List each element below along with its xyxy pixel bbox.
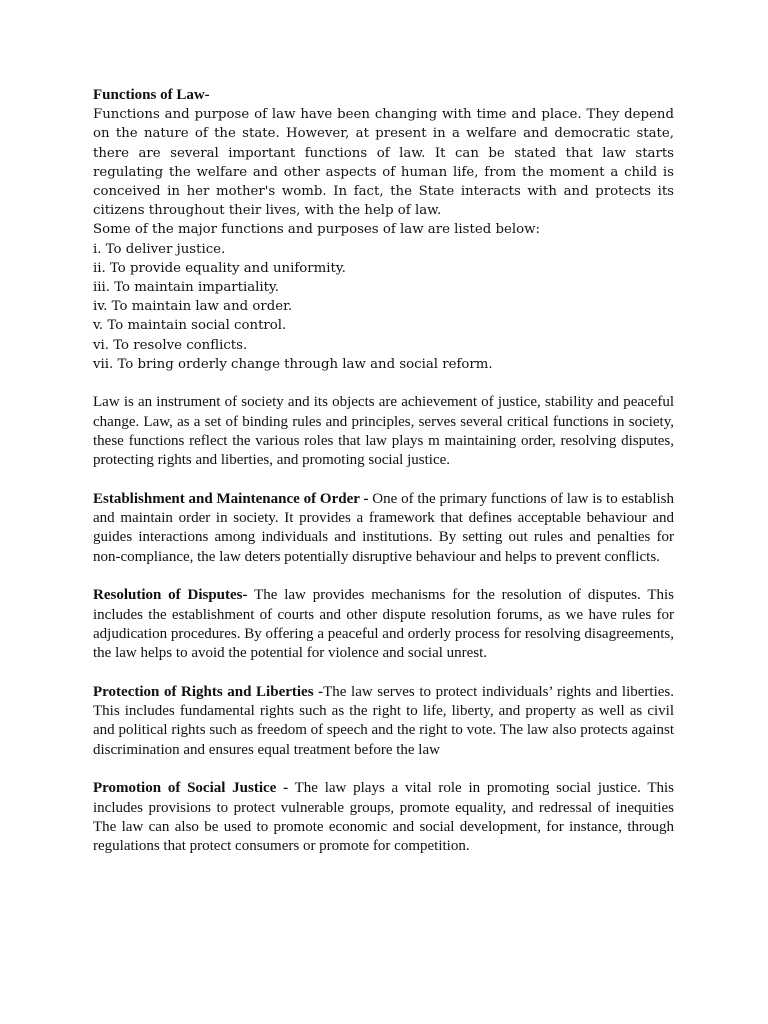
list-item: vii. To bring orderly change through law and social reform. [93,356,493,372]
paragraph-spacer [93,567,674,586]
paragraph-spacer [93,471,674,490]
intro-section [93,86,674,374]
list-item: v. To maintain social control. [93,318,287,334]
document-page [93,86,674,856]
paragraph-spacer [93,374,674,393]
paragraph-spacer [93,664,674,683]
section-body: The law serves to protect individuals’ rights and liberties. This includes fundamental rights such as the right to life, liberty, and property as well as civil and political rights such as freedom of speech and the right to vote. The law also protects against discrimination and ensures equal treatment before the law [93,683,675,758]
section-heading: Establishment and Maintenance of Order - [93,490,369,507]
list-item: iv. To maintain law and order. [93,299,293,315]
section-social-justice [93,779,674,856]
section-heading: Promotion of Social Justice - [93,780,289,797]
list-item: iii. To maintain impartiality. [93,280,279,296]
document-title: Functions of Law- [93,87,210,103]
list-item: ii. To provide equality and uniformity. [93,260,346,276]
list-item: vi. To resolve conflicts. [93,337,248,353]
section-rights [93,683,674,760]
list-item: i. To deliver justice. [93,241,226,257]
intro-paragraph: Functions and purpose of law have been changing with time and place. They depend on the nature of the state. However, at present in a welfare and democratic state, there are several important functions of law. It can be stated that law starts regulating the welfare and other aspects of human life, from the moment a child is conceived in her mother's womb. In fact, the State interacts with and protects its citizens throughout their lives, with the help of law. [93,107,674,219]
section-body: One of the primary functions of law is to establish and maintain order in society. It provides a framework that defines acceptable behaviour and guides interactions among individuals and institutions. By setting out rules and penalties for non-compliance, the law deters potentially disruptive behaviour and helps to prevent conflicts. [93,490,674,565]
section-body: The law provides mechanisms for the resolution of disputes. This includes the establishment of courts and other dispute resolution forums, as we have rules for adjudication procedures. By offering a peaceful and orderly process for resolving disagreements, the law helps to avoid the potential for violence and social unrest. [93,587,674,662]
section-heading: Protection of Rights and Liberties - [93,683,324,700]
overview-paragraph: Law is an instrument of society and its objects are achievement of justice, stability and peaceful change. Law, as a set of binding rules and principles, serves several critical functions in society, these functions reflect the various roles that law plays m maintaining order, resolving disputes, protecting rights and liberties, and promoting social justice. [93,394,674,469]
section-body: The law plays a vital role in promoting social justice. This includes provisions to protect vulnerable groups, promote equality, and redressal of inequities The law can also be used to promote economic and social development, for instance, through regulations that protect consumers or promote for competition. [93,780,674,855]
paragraph-spacer [93,760,674,779]
section-disputes [93,586,674,663]
section-order [93,490,674,567]
functions-list [93,240,674,374]
section-heading: Resolution of Disputes- [93,587,248,604]
list-intro: Some of the major functions and purposes of law are listed below: [93,222,540,238]
